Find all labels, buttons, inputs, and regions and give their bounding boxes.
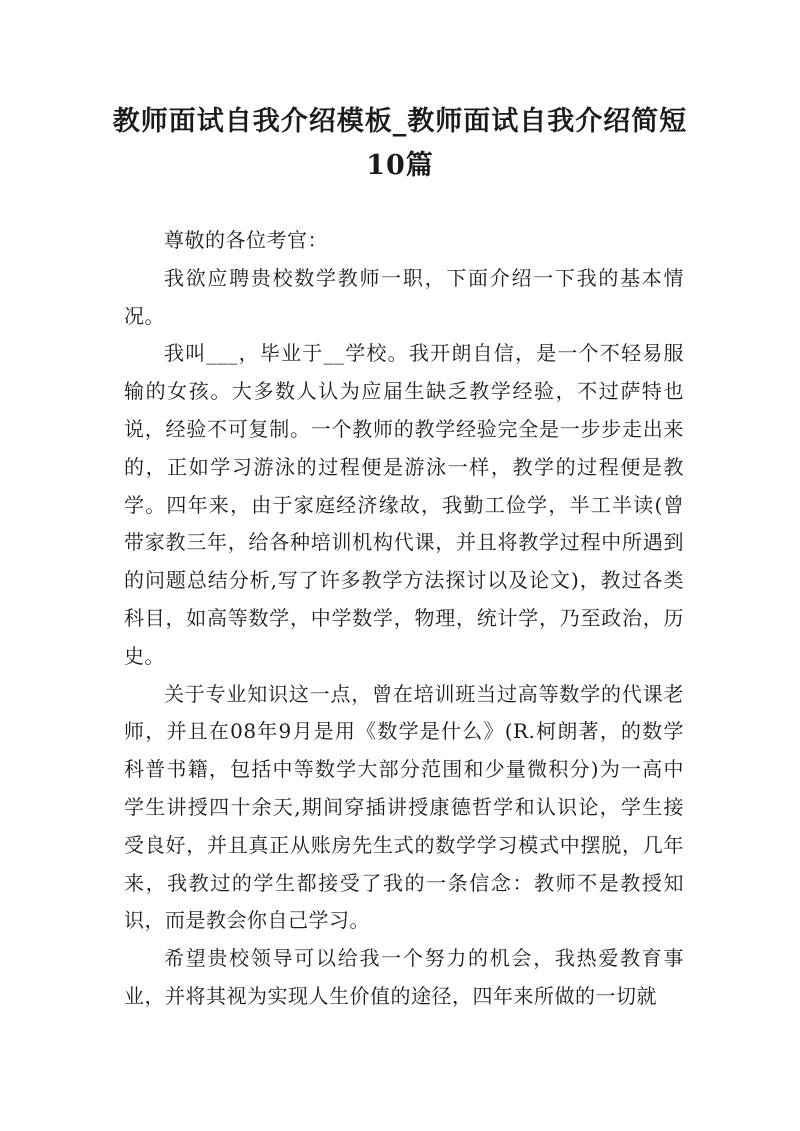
document-body <box>124 222 684 1016</box>
paragraph-salutation: 尊敬的各位考官： <box>164 228 328 252</box>
paragraph-expertise: 关于专业知识这一点，曾在培训班当过高等数学的代课老师，并且在08年9月是用《数学是什么》(R.柯朗著，的数学科普书籍，包括中等数学大部分范围和少量微积分)为一高中学生讲授四十余天,期间穿插讲授康德哲学和认识论，学生接受良好，并且真正从账房先生式的数学学习模式中摆脱，几年来，我教过的学生都接受了我的一条信念：教师不是教授知识，而是教会你自己学习。 <box>124 681 684 933</box>
document-title: 教师面试自我介绍模板_教师面试自我介绍简短10篇 <box>112 106 688 181</box>
paragraph-closing: 希望贵校领导可以给我一个努力的机会，我热爱教育事业，并将其视为实现人生价值的途径，四年来所做的一切就 <box>124 946 684 1008</box>
paragraph-intro: 我欲应聘贵校数学教师一职，下面介绍一下我的基本情况。 <box>124 265 684 328</box>
paragraph-background: 我叫___，毕业于__学校。我开朗自信，是一个不轻易服输的女孩。大多数人认为应届生缺乏教学经验，不过萨特也说，经验不可复制。一个教师的教学经验完全是一步步走出来的，正如学习游泳的过程便是游泳一样，教学的过程便是教学。四年来，由于家庭经济缘故，我勤工俭学，半工半读(曾带家教三年，给各种培训机构代课，并且将教学过程中所遇到的问题总结分析,写了许多教学方法探讨以及论文)，教过各类科目，如高等数学，中学数学，物理，统计学，乃至政治，历史。 <box>124 341 684 668</box>
